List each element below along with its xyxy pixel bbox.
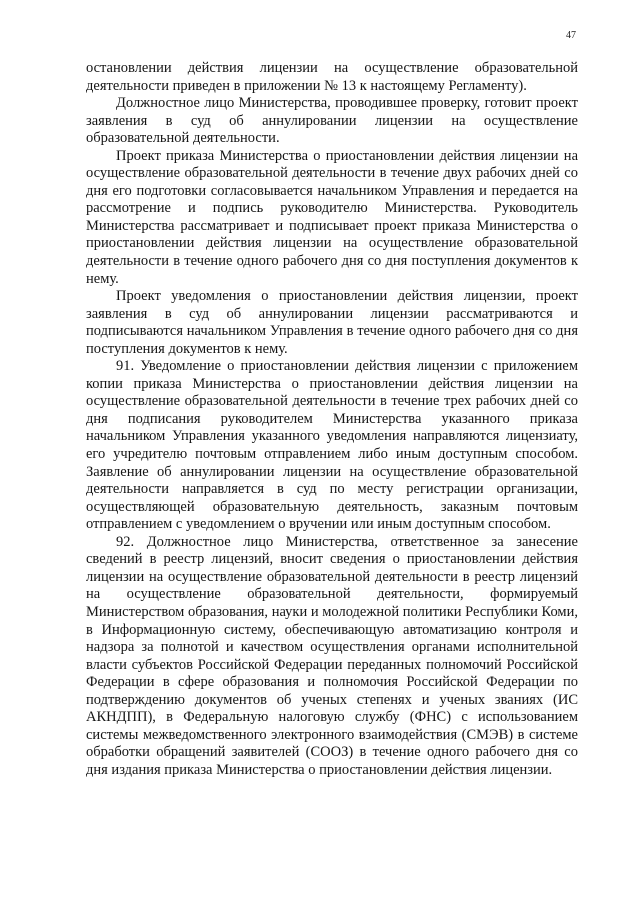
paragraph-item-92: 92. Должностное лицо Министерства, ответственное за занесение сведений в реестр лицензий, вносит сведения о приостановлении действия лицензии на осуществление образовательной деятельности в реестр лицензий на осуществление образовательной деятельности, формируемый Министерством образования, науки и молодежной политики Республики Коми, в Информационную систему, обеспечивающую автоматизацию контроля и надзора за полнотой и качеством осуществления органами исполнительной власти субъектов Российской Федерации переданных полномочий Российской Федерации в сфере образования и полномочия Российской Федерации по подтверждению документов об ученых степенях и ученых званиях (ИС АКНДПП), в Федеральную налоговую службу (ФНС) с использованием системы межведомственного электронного взаимодействия (СМЭВ) в системе обработки обращений заявителей (СООЗ) в течение одного рабочего дня со дня издания приказа Министерства о приостановлении действия лицензии. xyxy=(86,533,578,778)
paragraph: Проект приказа Министерства о приостановлении действия лицензии на осуществление образовательной деятельности в течение двух рабочих дней со дня его подготовки согласовывается начальником Управления и передается на рассмотрение и подпись руководителю Министерства. Руководитель Министерства рассматривает и подписывает проект приказа Министерства о приостановлении действия лицензии на осуществление образовательной деятельности в течение одного рабочего дня со дня поступления документов к нему. xyxy=(86,147,578,287)
page-number: 47 xyxy=(566,30,576,41)
paragraph: остановлении действия лицензии на осуществление образовательной деятельности приведен в приложении № 13 к настоящему Регламенту). xyxy=(86,60,578,94)
paragraph: Должностное лицо Министерства, проводившее проверку, готовит проект заявления в суд об аннулировании лицензии на осуществление образовательной деятельности. xyxy=(86,95,578,147)
paragraph: Проект уведомления о приостановлении действия лицензии, проект заявления в суд об аннулировании лицензии рассматриваются и подписываются начальником Управления в течение одного рабочего дня со дня поступления документов к нему. xyxy=(86,288,578,357)
paragraph-item-91: 91. Уведомление о приостановлении действия лицензии с приложением копии приказа Министерства о приостановлении действия лицензии на осуществление образовательной деятельности в течение трех рабочих дней со дня подписания руководителем Министерства указанного приказа начальником Управления указанного уведомления направляются лицензиату, его учредителю почтовым отправлением либо иным доступным способом. Заявление об аннулировании лицензии на осуществление образовательной деятельности направляется в суд по месту регистрации организации, осуществляющей образовательную деятельность, заказным почтовым отправлением с уведомлением о вручении или иным доступным способом. xyxy=(86,358,578,533)
body-text xyxy=(86,60,578,779)
